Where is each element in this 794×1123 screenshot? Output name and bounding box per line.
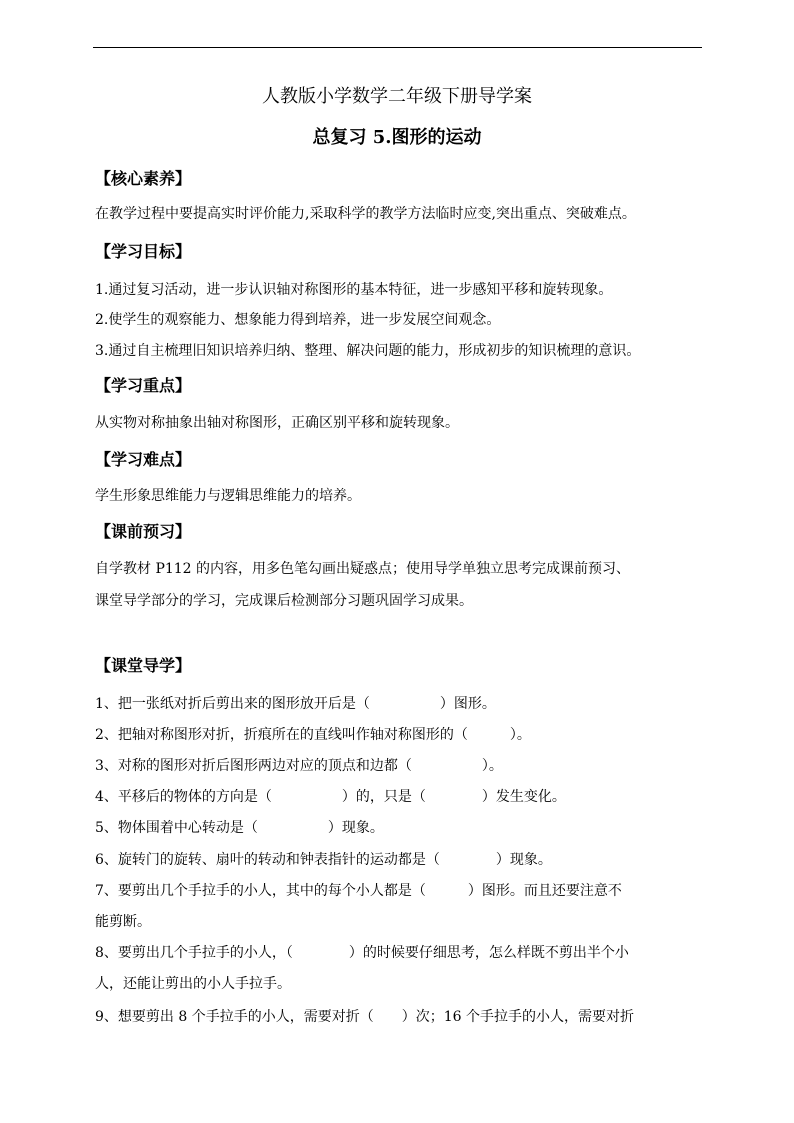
goal-item: 1.通过复习活动，进一步认识轴对称图形的基本特征，进一步感知平移和旋转现象。 <box>95 282 613 298</box>
classroom-heading: 【课堂导学】 <box>95 656 192 675</box>
question-line: 1、把一张纸对折后剪出来的图形放开后是（ ）图形。 <box>95 696 496 712</box>
core-heading: 【核心素养】 <box>95 169 192 188</box>
focus-text: 从实物对称抽象出轴对称图形，正确区别平移和旋转现象。 <box>95 415 459 431</box>
header-rule <box>93 47 702 48</box>
question-line: 7、要剪出几个手拉手的小人，其中的每个小人都是（ ）图形。而且还要注意不 <box>95 883 622 899</box>
difficulty-heading: 【学习难点】 <box>95 450 192 469</box>
doc-title: 人教版小学数学二年级下册导学案 <box>262 86 532 107</box>
question-line: 3、对称的图形对折后图形两边对应的顶点和边都（ ）。 <box>95 758 503 774</box>
focus-heading: 【学习重点】 <box>95 376 192 395</box>
question-line: 5、物体围着中心转动是（ ）现象。 <box>95 820 384 836</box>
doc-subtitle: 总复习 5.图形的运动 <box>312 127 482 148</box>
question-line: 人，还能让剪出的小人手拉手。 <box>95 976 291 992</box>
question-line: 9、想要剪出 8 个手拉手的小人，需要对折（ ）次；16 个手拉手的小人，需要对折 <box>95 1009 634 1025</box>
goal-item: 2.使学生的观察能力、想象能力得到培养，进一步发展空间观念。 <box>95 312 501 328</box>
goal-item: 3.通过自主梳理旧知识培养归纳、整理、解决问题的能力，形成初步的知识梳理的意识。 <box>95 343 641 359</box>
question-line: 8、要剪出几个手拉手的小人，（ ）的时候要仔细思考，怎么样既不剪出半个小 <box>95 945 629 961</box>
question-line: 能剪断。 <box>95 914 151 930</box>
goals-heading: 【学习目标】 <box>95 242 192 261</box>
question-line: 6、旋转门的旋转、扇叶的转动和钟表指针的运动都是（ ）现象。 <box>95 852 552 868</box>
difficulty-text: 学生形象思维能力与逻辑思维能力的培养。 <box>95 488 361 504</box>
preview-line: 课堂导学部分的学习，完成课后检测部分习题巩固学习成果。 <box>95 593 473 609</box>
question-line: 2、把轴对称图形对折，折痕所在的直线叫作轴对称图形的（ ）。 <box>95 727 531 743</box>
core-text: 在教学过程中要提高实时评价能力,采取科学的教学方法临时应变,突出重点、突破难点。 <box>95 206 636 222</box>
preview-line: 自学教材 P112 的内容，用多色笔勾画出疑惑点；使用导学单独立思考完成课前预习、 <box>95 561 631 577</box>
question-line: 4、平移后的物体的方向是（ ）的，只是（ ）发生变化。 <box>95 789 566 805</box>
preview-heading: 【课前预习】 <box>95 522 192 541</box>
